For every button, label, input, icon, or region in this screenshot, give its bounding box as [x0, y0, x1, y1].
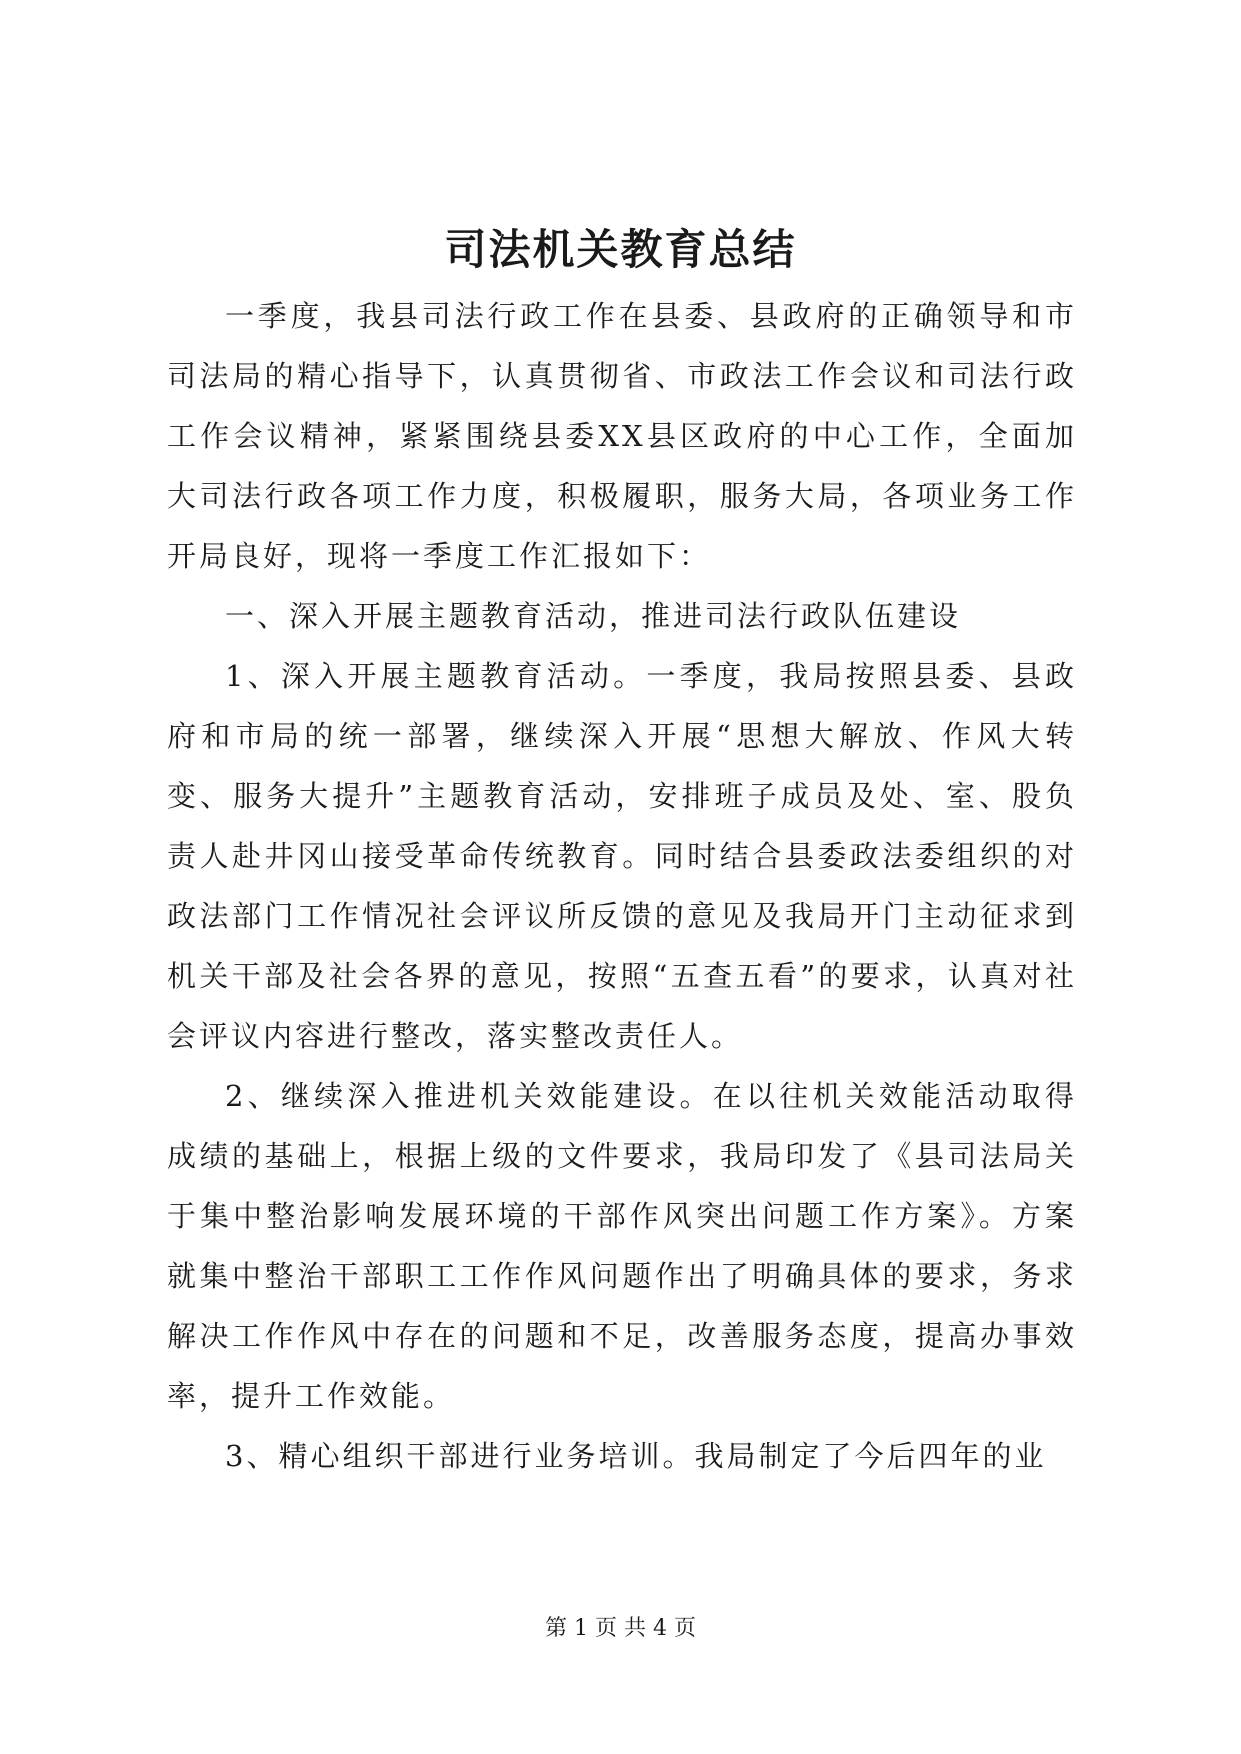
document-title: 司法机关教育总结	[444, 225, 797, 274]
paragraph-item-2: 2、继续深入推进机关效能建设。在以往机关效能活动取得成绩的基础上，根据上级的文件要求，我局印发了《县司法局关于集中整治影响发展环境的干部作风突出问题工作方案》。方案就集中整治干部职工工作作风问题作出了明确具体的要求，务求解决工作作风中存在的问题和不足，改善服务态度，提高办事效率，提升工作效能。	[167, 1079, 1077, 1413]
paragraph-item-1: 1、深入开展主题教育活动。一季度，我局按照县委、县政府和市局的统一部署，继续深入开展“思想大解放、作风大转变、服务大提升”主题教育活动，安排班子成员及处、室、股负责人赴井冈山接受革命传统教育。同时结合县委政法委组织的对政法部门工作情况社会评议所反馈的意见及我局开门主动征求到机关干部及社会各界的意见，按照“五查五看”的要求，认真对社会评议内容进行整改，落实整改责任人。	[167, 659, 1077, 1053]
document-body	[167, 286, 1077, 1486]
page-footer: 第 1 页 共 4 页	[545, 1616, 696, 1641]
section-heading-1: 一、深入开展主题教育活动，推进司法行政队伍建设	[225, 599, 962, 633]
paragraph-intro: 一季度，我县司法行政工作在县委、县政府的正确领导和市司法局的精心指导下，认真贯彻省、市政法工作会议和司法行政工作会议精神，紧紧围绕县委XX县区政府的中心工作，全面加大司法行政各项工作力度，积极履职，服务大局，各项业务工作开局良好，现将一季度工作汇报如下：	[167, 299, 1077, 573]
paragraph-item-3: 3、精心组织干部进行业务培训。我局制定了今后四年的业	[225, 1439, 1047, 1473]
